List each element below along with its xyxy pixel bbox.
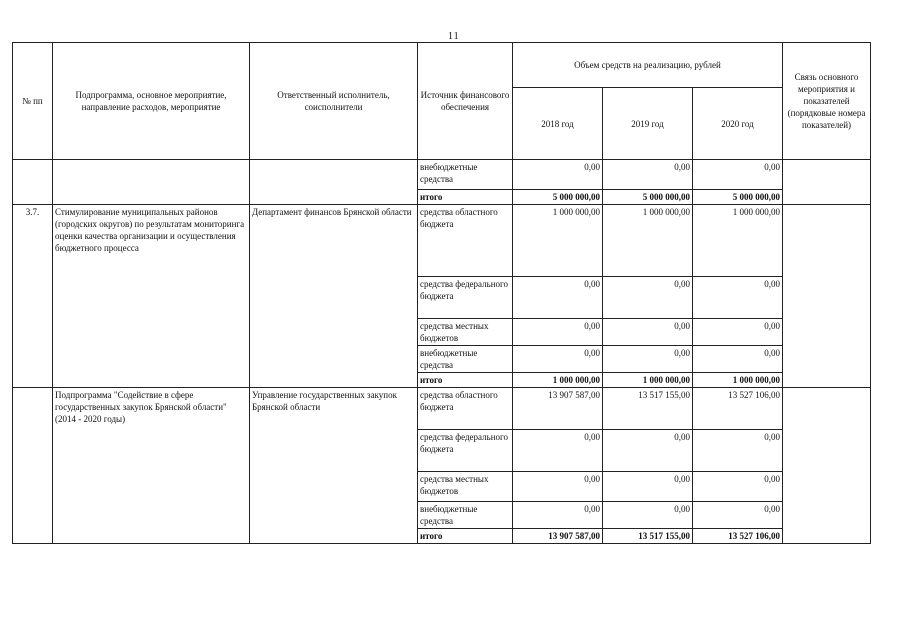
table-row bbox=[13, 160, 871, 190]
cell-program: Подпрограмма "Содействие в сфере государственных закупок Брянской области" (2014 - 2020 годы) bbox=[53, 388, 250, 544]
cell-source: итого bbox=[418, 373, 513, 388]
cell-value: 0,00 bbox=[513, 319, 603, 346]
cell-source: итого bbox=[418, 529, 513, 544]
budget-table bbox=[12, 42, 871, 544]
cell-value: 0,00 bbox=[693, 277, 783, 319]
cell-value: 0,00 bbox=[603, 346, 693, 373]
cell-source: средства областного бюджета bbox=[418, 388, 513, 430]
cell-link bbox=[783, 388, 871, 544]
cell-value: 0,00 bbox=[693, 430, 783, 472]
cell-value: 13 907 587,00 bbox=[513, 529, 603, 544]
header-year-2019: 2019 год bbox=[603, 88, 693, 160]
cell-value: 13 527 106,00 bbox=[693, 529, 783, 544]
header-executor: Ответственный исполнитель, соисполнители bbox=[250, 43, 418, 160]
cell-value: 0,00 bbox=[513, 502, 603, 529]
header-source: Источник финансового обеспечения bbox=[418, 43, 513, 160]
cell-num bbox=[13, 388, 53, 544]
cell-value: 13 517 155,00 bbox=[603, 529, 693, 544]
cell-executor: Управление государственных закупок Брянской области bbox=[250, 388, 418, 544]
cell-source: средства местных бюджетов bbox=[418, 319, 513, 346]
cell-value: 0,00 bbox=[693, 472, 783, 502]
cell-value: 0,00 bbox=[603, 472, 693, 502]
cell-value: 5 000 000,00 bbox=[693, 190, 783, 205]
cell-num bbox=[13, 160, 53, 205]
cell-value: 1 000 000,00 bbox=[513, 373, 603, 388]
cell-value: 0,00 bbox=[513, 160, 603, 190]
table-row bbox=[13, 388, 871, 430]
cell-value: 1 000 000,00 bbox=[603, 373, 693, 388]
cell-value: 0,00 bbox=[603, 319, 693, 346]
cell-source: внебюджетные средства bbox=[418, 160, 513, 190]
cell-source: средства федерального бюджета bbox=[418, 430, 513, 472]
cell-source: внебюджетные средства bbox=[418, 502, 513, 529]
cell-value: 0,00 bbox=[603, 277, 693, 319]
cell-program bbox=[53, 160, 250, 205]
cell-value: 0,00 bbox=[513, 430, 603, 472]
cell-executor bbox=[250, 160, 418, 205]
cell-value: 0,00 bbox=[693, 502, 783, 529]
header-num: № пп bbox=[13, 43, 53, 160]
cell-value: 5 000 000,00 bbox=[513, 190, 603, 205]
cell-executor: Департамент финансов Брянской области bbox=[250, 205, 418, 388]
header-volume: Объем средств на реализацию, рублей bbox=[513, 43, 783, 88]
cell-link bbox=[783, 205, 871, 388]
page-number: 11 bbox=[448, 31, 460, 42]
table-row bbox=[13, 205, 871, 277]
cell-value: 1 000 000,00 bbox=[693, 373, 783, 388]
cell-value: 0,00 bbox=[513, 346, 603, 373]
cell-value: 1 000 000,00 bbox=[693, 205, 783, 277]
cell-source: внебюджетные средства bbox=[418, 346, 513, 373]
cell-program: Стимулирование муниципальных районов (городских округов) по результатам мониторинга оценки качества организации и осуществления бюджетного процесса bbox=[53, 205, 250, 388]
cell-source: средства федерального бюджета bbox=[418, 277, 513, 319]
cell-link bbox=[783, 160, 871, 205]
cell-source: средства областного бюджета bbox=[418, 205, 513, 277]
cell-num: 3.7. bbox=[13, 205, 53, 388]
cell-value: 13 527 106,00 bbox=[693, 388, 783, 430]
cell-value: 0,00 bbox=[603, 160, 693, 190]
cell-value: 0,00 bbox=[603, 430, 693, 472]
cell-source: итого bbox=[418, 190, 513, 205]
cell-value: 1 000 000,00 bbox=[603, 205, 693, 277]
cell-value: 0,00 bbox=[693, 160, 783, 190]
cell-value: 0,00 bbox=[693, 346, 783, 373]
cell-source: средства местных бюджетов bbox=[418, 472, 513, 502]
header-program: Подпрограмма, основное мероприятие, направление расходов, мероприятие bbox=[53, 43, 250, 160]
cell-value: 13 517 155,00 bbox=[603, 388, 693, 430]
cell-value: 1 000 000,00 bbox=[513, 205, 603, 277]
cell-value: 13 907 587,00 bbox=[513, 388, 603, 430]
cell-value: 0,00 bbox=[513, 472, 603, 502]
cell-value: 5 000 000,00 bbox=[603, 190, 693, 205]
header-year-2018: 2018 год bbox=[513, 88, 603, 160]
header-row bbox=[13, 43, 871, 88]
header-link: Связь основного мероприятия и показателей (порядковые номера показателей) bbox=[783, 43, 871, 160]
header-year-2020: 2020 год bbox=[693, 88, 783, 160]
cell-value: 0,00 bbox=[513, 277, 603, 319]
cell-value: 0,00 bbox=[693, 319, 783, 346]
cell-value: 0,00 bbox=[603, 502, 693, 529]
